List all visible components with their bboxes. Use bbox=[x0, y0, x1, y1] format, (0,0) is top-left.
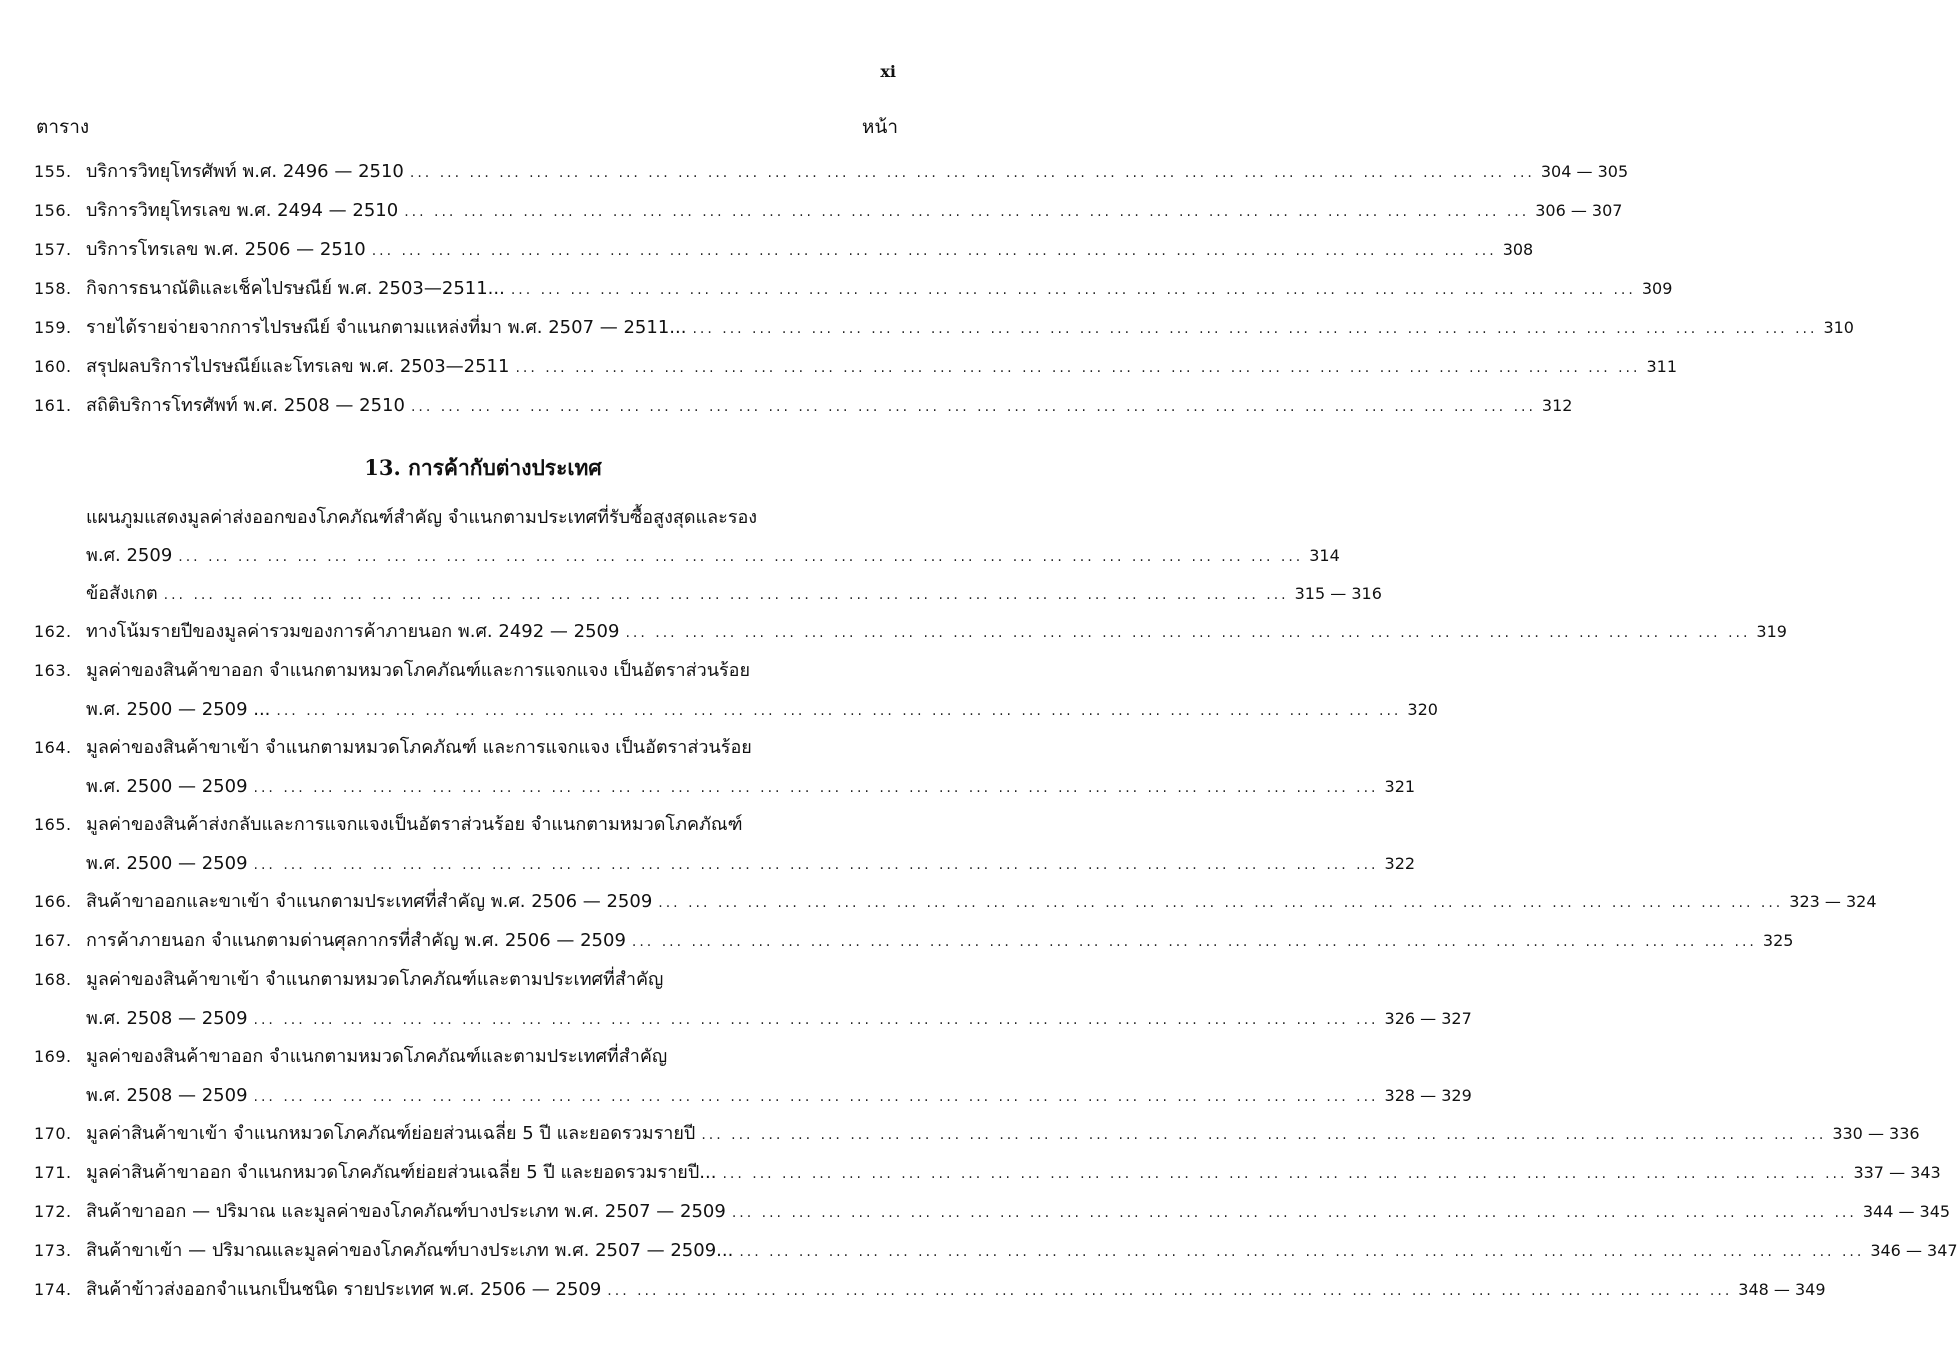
entry-number: 172. bbox=[34, 1202, 72, 1221]
entry-title: สินค้าขาออก — ปริมาณ และมูลค่าของโภคภัณฑ์บางประเภท พ.ศ. 2507 — 2509 bbox=[86, 1201, 726, 1222]
entry-pages: 306 — 307 bbox=[1535, 201, 1623, 220]
toc-entry bbox=[34, 882, 1877, 921]
entry-number: 159. bbox=[34, 318, 72, 337]
entry-title: สินค้าข้าวส่งออกจำแนกเป็นชนิด รายประเทศ พ.ศ. 2506 — 2509 bbox=[86, 1279, 602, 1300]
dot-leader bbox=[410, 154, 1535, 193]
dot-leader bbox=[372, 232, 1497, 271]
toc-entry bbox=[34, 1114, 1920, 1153]
entry-pages: 314 bbox=[1309, 546, 1340, 565]
entry-pages: 346 — 347 bbox=[1870, 1241, 1958, 1260]
entry-pages: 304 — 305 bbox=[1540, 162, 1629, 181]
dot-leader bbox=[254, 846, 1379, 885]
entry-number: 166. bbox=[34, 892, 72, 911]
entry-number: 171. bbox=[34, 1163, 72, 1182]
entry-title: บริการวิทยุโทรศัพท์ พ.ศ. 2496 — 2510 bbox=[86, 161, 404, 182]
entry-pages: 328 — 329 bbox=[1384, 1086, 1472, 1105]
entry-title: มูลค่าของสินค้าขาเข้า จำแนกตามหมวดโภคภัณฑ์ และการแจกแจง เป็นอัตราส่วนร้อย bbox=[86, 737, 752, 758]
column-header bbox=[36, 112, 898, 142]
dot-leader bbox=[607, 1272, 1732, 1311]
entry-number: 170. bbox=[34, 1124, 72, 1143]
toc-entry bbox=[34, 230, 1534, 269]
toc-entry bbox=[34, 999, 1472, 1037]
dot-leader bbox=[164, 576, 1289, 615]
toc-entry bbox=[34, 347, 1677, 386]
toc-entry bbox=[34, 728, 898, 767]
dot-leader bbox=[276, 692, 1401, 731]
toc-entry bbox=[34, 612, 1787, 651]
entry-pages: 344 — 345 bbox=[1862, 1202, 1951, 1221]
entry-pages: 309 bbox=[1641, 279, 1673, 298]
entry-pages: 348 — 349 bbox=[1738, 1280, 1826, 1299]
toc-entry bbox=[34, 844, 1416, 882]
entry-title: ข้อสังเกต bbox=[86, 583, 158, 604]
toc-entry bbox=[34, 690, 1438, 728]
toc-list-foreign-trade bbox=[34, 498, 1958, 1309]
entry-pages: 320 bbox=[1407, 700, 1438, 719]
entry-title: ทางโน้มรายปีของมูลค่ารวมของการค้าภายนอก พ.ศ. 2492 — 2509 bbox=[86, 621, 620, 642]
entry-title: มูลค่าสินค้าขาเข้า จำแนกหมวดโภคภัณฑ์ย่อยส่วนเฉลี่ย 5 ปี และยอดรวมรายปี bbox=[86, 1123, 696, 1144]
entry-pages: 321 bbox=[1384, 777, 1416, 796]
entry-title: มูลค่าของสินค้าขาเข้า จำแนกตามหมวดโภคภัณฑ์และตามประเทศที่สำคัญ bbox=[86, 969, 664, 990]
toc-entry bbox=[34, 767, 1416, 805]
dot-leader bbox=[739, 1233, 1864, 1272]
dot-leader bbox=[515, 349, 1640, 388]
entry-title: มูลค่าสินค้าขาออก จำแนกหมวดโภคภัณฑ์ย่อยส่วนเฉลี่ย 5 ปี และยอดรวมรายปี... bbox=[86, 1162, 717, 1183]
entry-number: 161. bbox=[34, 396, 72, 415]
entry-title: มูลค่าของสินค้าขาออก จำแนกตามหมวดโภคภัณฑ์และการแจกแจง เป็นอัตราส่วนร้อย bbox=[86, 660, 751, 681]
entry-number: 156. bbox=[34, 201, 72, 220]
entry-title: พ.ศ. 2508 — 2509 bbox=[86, 1008, 248, 1029]
toc-entry bbox=[34, 191, 1623, 230]
toc-entry bbox=[34, 308, 1854, 347]
entry-title: พ.ศ. 2509 bbox=[86, 545, 173, 566]
entry-pages: 312 bbox=[1541, 396, 1573, 415]
entry-number: 168. bbox=[34, 970, 72, 989]
entry-title: แผนภูมแสดงมูลค่าส่งออกของโภคภัณฑ์สำคัญ จำแนกตามประเทศที่รับซื้อสูงสุดและรอง bbox=[86, 507, 758, 528]
dot-leader bbox=[732, 1194, 1857, 1233]
entry-title: รายได้รายจ่ายจากการไปรษณีย์ จำแนกตามแหล่งที่มา พ.ศ. 2507 — 2511... bbox=[86, 317, 687, 338]
dot-leader bbox=[411, 388, 1536, 427]
entry-number: 158. bbox=[34, 279, 72, 298]
dot-leader bbox=[625, 614, 1750, 653]
dot-leader bbox=[178, 538, 1303, 577]
entry-title: กิจการธนาณัติและเช็คไปรษณีย์ พ.ศ. 2503—2511... bbox=[86, 278, 505, 299]
toc-entry bbox=[34, 960, 898, 999]
section-heading: 13. การค้ากับต่างประเทศ bbox=[364, 455, 602, 480]
entry-number: 160. bbox=[34, 357, 72, 376]
entry-pages: 325 bbox=[1762, 931, 1794, 950]
entry-title: บริการวิทยุโทรเลข พ.ศ. 2494 — 2510 bbox=[86, 200, 399, 221]
dot-leader bbox=[404, 193, 1529, 232]
column-header-page: หน้า bbox=[861, 116, 898, 138]
entry-title: พ.ศ. 2508 — 2509 bbox=[86, 1085, 248, 1106]
entry-title: มูลค่าของสินค้าส่งกลับและการแจกแจงเป็นอัตราส่วนร้อย จำแนกตามหมวดโภคภัณฑ์ bbox=[86, 814, 743, 835]
toc-entry bbox=[34, 498, 898, 536]
toc-entry bbox=[34, 1076, 1472, 1114]
toc-entry bbox=[34, 1037, 898, 1076]
dot-leader bbox=[692, 310, 1817, 349]
entry-pages: 323 — 324 bbox=[1789, 892, 1877, 911]
dot-leader bbox=[254, 1001, 1379, 1040]
entry-title: พ.ศ. 2500 — 2509 bbox=[86, 853, 248, 874]
entry-title: มูลค่าของสินค้าขาออก จำแนกตามหมวดโภคภัณฑ์และตามประเทศที่สำคัญ bbox=[86, 1046, 668, 1067]
toc-entry bbox=[34, 805, 898, 844]
entry-pages: 330 — 336 bbox=[1832, 1124, 1920, 1143]
dot-leader bbox=[701, 1116, 1826, 1155]
column-header-table: ตาราง bbox=[36, 116, 90, 138]
entry-title: พ.ศ. 2500 — 2509 bbox=[86, 776, 248, 797]
entry-title: การค้าภายนอก จำแนกตามด่านศุลกากรที่สำคัญ พ.ศ. 2506 — 2509 bbox=[86, 930, 626, 951]
entry-number: 169. bbox=[34, 1047, 72, 1066]
toc-entry bbox=[34, 1231, 1958, 1270]
entry-number: 157. bbox=[34, 240, 72, 259]
toc-entry bbox=[34, 269, 1673, 308]
entry-number: 155. bbox=[34, 162, 72, 181]
toc-entry bbox=[34, 574, 1382, 612]
entry-number: 164. bbox=[34, 738, 72, 757]
entry-pages: 315 — 316 bbox=[1294, 584, 1382, 603]
toc-entry bbox=[34, 152, 1629, 191]
entry-number: 173. bbox=[34, 1241, 72, 1260]
dot-leader bbox=[632, 923, 1757, 962]
dot-leader bbox=[658, 884, 1783, 923]
dot-leader bbox=[254, 769, 1379, 808]
toc-entry bbox=[34, 1270, 1826, 1309]
toc-entry bbox=[34, 921, 1794, 960]
entry-number: 174. bbox=[34, 1280, 72, 1299]
entry-title: พ.ศ. 2500 — 2509 ... bbox=[86, 699, 271, 720]
toc-list-communications bbox=[34, 152, 1854, 425]
entry-pages: 310 bbox=[1823, 318, 1854, 337]
entry-number: 163. bbox=[34, 661, 72, 680]
entry-number: 162. bbox=[34, 622, 72, 641]
entry-pages: 337 — 343 bbox=[1853, 1163, 1941, 1182]
page-number: xi bbox=[880, 62, 896, 81]
entry-title: สรุปผลบริการไปรษณีย์และโทรเลข พ.ศ. 2503—2511 bbox=[86, 356, 510, 377]
entry-title: สถิติบริการโทรศัพท์ พ.ศ. 2508 — 2510 bbox=[86, 395, 405, 416]
entry-pages: 326 — 327 bbox=[1384, 1009, 1472, 1028]
toc-entry bbox=[34, 536, 1340, 574]
entry-title: สินค้าขาเข้า — ปริมาณและมูลค่าของโภคภัณฑ์บางประเภท พ.ศ. 2507 — 2509... bbox=[86, 1240, 734, 1261]
entry-title: บริการโทรเลข พ.ศ. 2506 — 2510 bbox=[86, 239, 366, 260]
dot-leader bbox=[511, 271, 1636, 310]
entry-number: 167. bbox=[34, 931, 72, 950]
entry-number: 165. bbox=[34, 815, 72, 834]
entry-title: สินค้าขาออกและขาเข้า จำแนกตามประเทศที่สำคัญ พ.ศ. 2506 — 2509 bbox=[86, 891, 653, 912]
entry-pages: 319 bbox=[1756, 622, 1787, 641]
toc-entry bbox=[34, 651, 898, 690]
toc-entry bbox=[34, 1192, 1951, 1231]
entry-pages: 308 bbox=[1502, 240, 1534, 259]
dot-leader bbox=[722, 1155, 1847, 1194]
toc-entry bbox=[34, 386, 1573, 425]
entry-pages: 322 bbox=[1384, 854, 1416, 873]
dot-leader bbox=[254, 1078, 1379, 1117]
entry-pages: 311 bbox=[1646, 357, 1677, 376]
toc-entry bbox=[34, 1153, 1941, 1192]
